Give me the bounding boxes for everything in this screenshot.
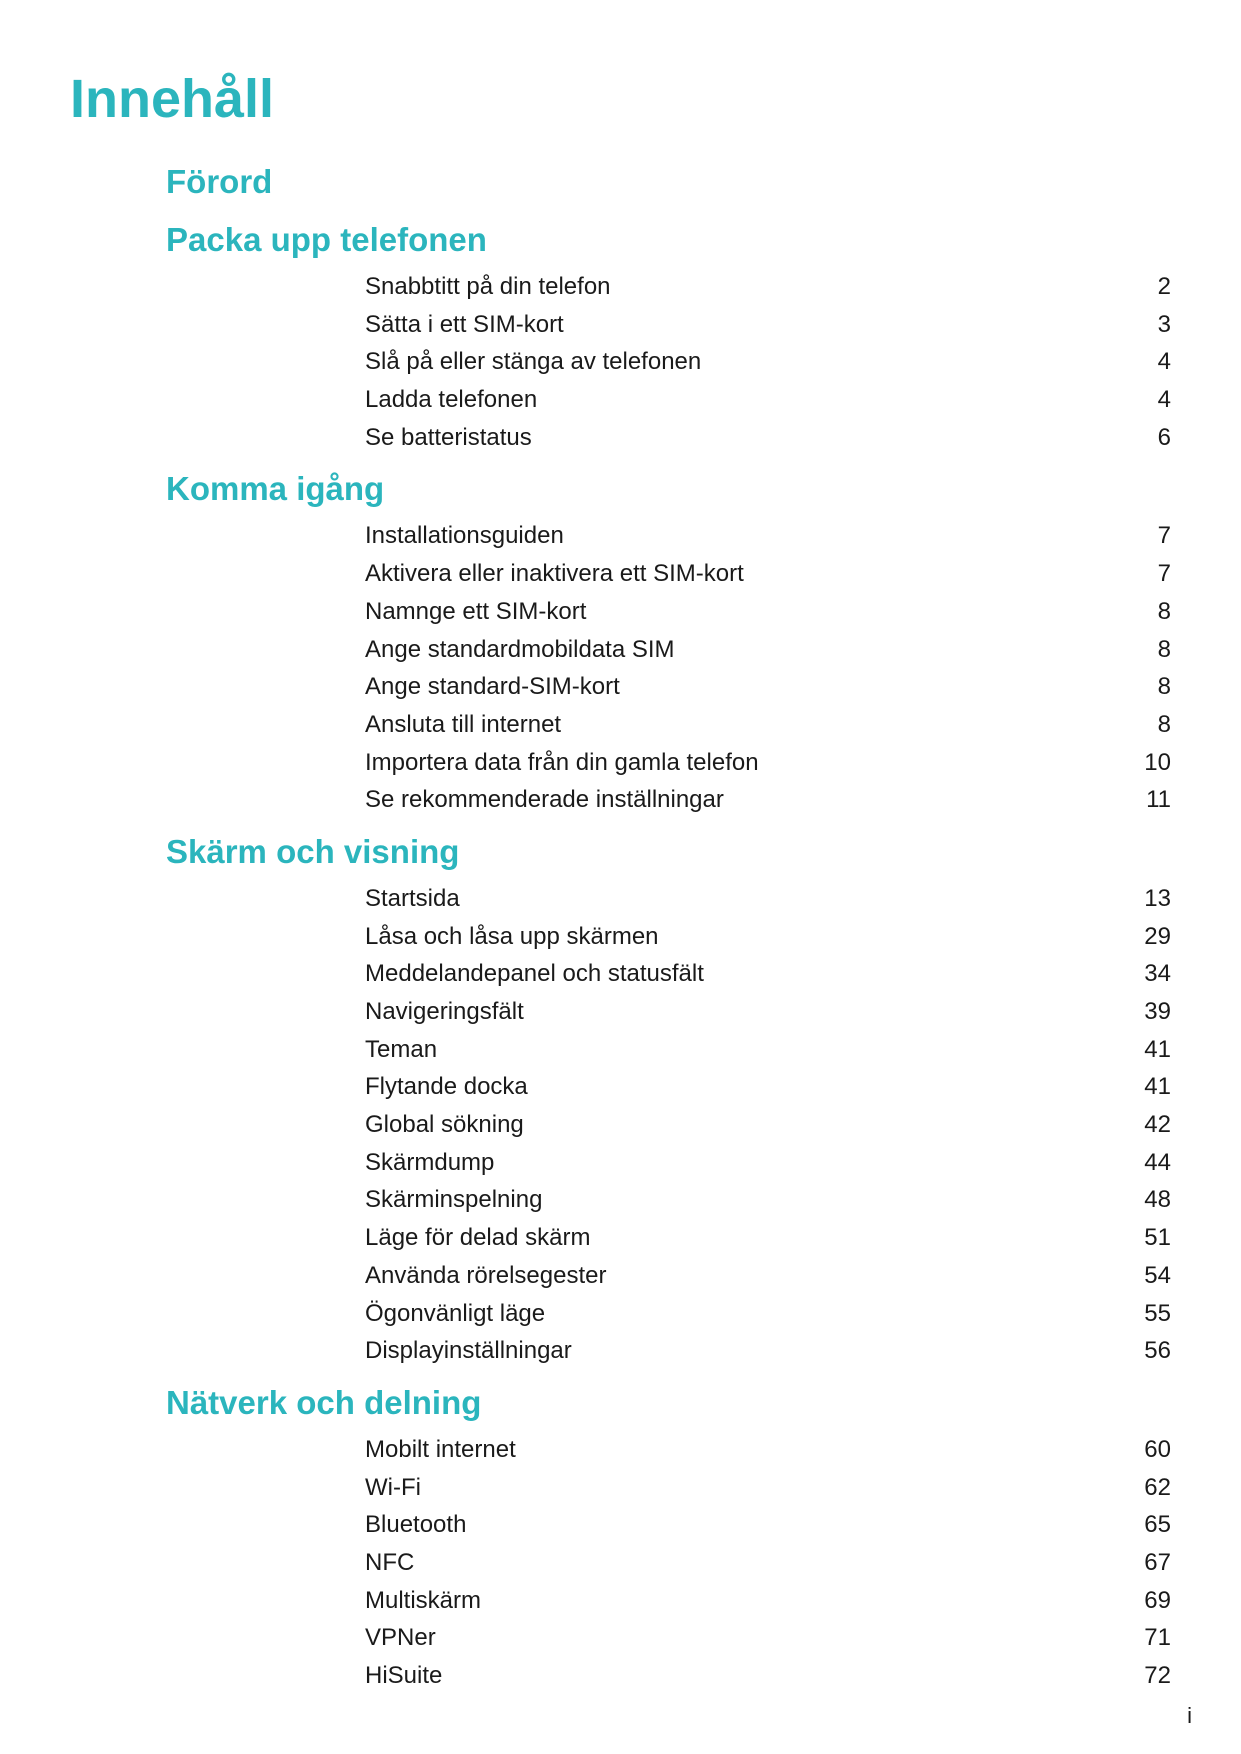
toc-entry[interactable] (0, 555, 1241, 593)
toc-section (0, 157, 1241, 207)
toc-entry-page-number: 8 (1157, 635, 1171, 663)
toc-entry[interactable] (0, 1181, 1241, 1219)
section-title[interactable]: Nätverk och delning (166, 1383, 482, 1421)
toc-entry[interactable] (0, 1506, 1241, 1544)
toc-entry[interactable] (0, 1469, 1241, 1507)
toc-entry-list (0, 1431, 1241, 1695)
toc-entry-page-number: 51 (1144, 1224, 1171, 1252)
toc-entry-label: Ange standard-SIM-kort (365, 673, 620, 701)
page-number: i (1187, 1703, 1192, 1728)
toc-entry-label: Meddelandepanel och statusfält (365, 960, 704, 988)
toc-entry-label: Global sökning (365, 1111, 524, 1139)
toc-entry-label: VPNer (365, 1624, 436, 1652)
toc-entry-label: Låsa och låsa upp skärmen (365, 922, 659, 950)
toc-entry-page-number: 42 (1144, 1111, 1171, 1139)
toc-entry-page-number: 72 (1144, 1662, 1171, 1689)
toc-entry-page-number: 6 (1157, 423, 1171, 451)
toc-entry-label: Läge för delad skärm (365, 1224, 591, 1252)
toc-entry-label: Flytande docka (365, 1073, 528, 1101)
toc-entry-page-number: 56 (1144, 1337, 1171, 1365)
toc-entry[interactable] (0, 381, 1241, 419)
toc-entry-page-number: 65 (1144, 1511, 1171, 1539)
toc-entry[interactable] (0, 631, 1241, 669)
toc-section (0, 464, 1241, 819)
toc-entry-list (0, 517, 1241, 819)
toc-entry-page-number: 8 (1157, 673, 1171, 701)
toc-entry[interactable] (0, 706, 1241, 744)
toc-entry-page-number: 69 (1144, 1586, 1171, 1614)
toc-entry-label: Wi-Fi (365, 1473, 421, 1501)
toc-entry[interactable] (0, 744, 1241, 782)
toc-entry[interactable] (0, 1431, 1241, 1469)
toc-entry[interactable] (0, 1106, 1241, 1144)
toc-entry[interactable] (0, 268, 1241, 306)
toc-entry-label: Navigeringsfält (365, 998, 524, 1025)
toc-entry-page-number: 10 (1144, 748, 1171, 776)
toc-entry-label: Se rekommenderade inställningar (365, 786, 724, 814)
toc-entry[interactable] (0, 955, 1241, 993)
toc-entry[interactable] (0, 306, 1241, 344)
toc-entry-label: Använda rörelsegester (365, 1261, 607, 1289)
toc-entry[interactable] (0, 880, 1241, 918)
toc-entry-page-number: 60 (1144, 1435, 1171, 1463)
toc-entry-page-number: 7 (1157, 560, 1171, 588)
toc-entry-page-number: 34 (1144, 960, 1171, 988)
toc-section (0, 1378, 1241, 1695)
section-title[interactable]: Förord (166, 163, 273, 200)
toc-entry[interactable] (0, 668, 1241, 706)
toc-entry-page-number: 8 (1157, 710, 1171, 738)
toc-entry[interactable] (0, 1657, 1241, 1695)
toc-entry-label: Multiskärm (365, 1586, 482, 1614)
toc-entry-page-number: 67 (1144, 1548, 1171, 1576)
toc-entry-label: Startsida (365, 884, 460, 912)
toc-entry-page-number: 39 (1144, 998, 1171, 1025)
toc-entry-page-number: 54 (1144, 1261, 1171, 1289)
toc-entry-page-number: 48 (1144, 1186, 1171, 1214)
toc-entry-label: Ögonvänligt läge (365, 1299, 546, 1327)
toc-entry-list (0, 880, 1241, 1370)
toc-entry-label: Skärmdump (365, 1148, 495, 1176)
toc-entry[interactable] (0, 1219, 1241, 1257)
toc-entry-page-number: 4 (1157, 348, 1171, 376)
toc-entry[interactable] (0, 1144, 1241, 1182)
toc-entry[interactable] (0, 593, 1241, 631)
toc-entry-label: Ladda telefonen (365, 386, 538, 414)
toc-entry-page-number: 41 (1144, 1035, 1171, 1063)
toc-entry[interactable] (0, 343, 1241, 381)
toc-entry-label: Installationsguiden (365, 522, 564, 550)
toc-entry-page-number: 13 (1144, 884, 1171, 912)
toc-entry[interactable] (0, 918, 1241, 956)
toc-entry[interactable] (0, 1068, 1241, 1106)
toc-entry-page-number: 2 (1157, 273, 1171, 300)
toc-entry[interactable] (0, 1619, 1241, 1657)
toc-entry-page-number: 4 (1157, 386, 1171, 414)
toc-entry-page-number: 71 (1144, 1624, 1171, 1652)
toc-entry-label: Namnge ett SIM-kort (365, 597, 587, 625)
toc-entry-label: Se batteristatus (365, 423, 532, 451)
toc-entry-label: Slå på eller stänga av telefonen (365, 348, 702, 376)
toc-entry-list (0, 268, 1241, 456)
toc-entry-label: HiSuite (365, 1662, 443, 1689)
toc-entry-label: Ange standardmobildata SIM (365, 635, 675, 663)
toc-entry[interactable] (0, 1257, 1241, 1295)
toc-entry-label: Skärminspelning (365, 1186, 543, 1214)
toc-entry[interactable] (0, 1295, 1241, 1333)
toc-entry-page-number: 7 (1157, 522, 1171, 550)
toc-entry-label: Snabbtitt på din telefon (365, 273, 611, 300)
table-of-contents (0, 157, 1241, 1695)
toc-entry-page-number: 11 (1146, 786, 1171, 814)
toc-entry[interactable] (0, 993, 1241, 1031)
section-title[interactable]: Komma igång (166, 470, 385, 508)
toc-entry-label: Mobilt internet (365, 1435, 516, 1463)
toc-entry-page-number: 55 (1144, 1299, 1171, 1327)
section-title[interactable]: Skärm och visning (166, 832, 460, 870)
toc-entry-label: Sätta i ett SIM-kort (365, 310, 564, 338)
toc-entry-label: Aktivera eller inaktivera ett SIM-kort (365, 560, 744, 588)
toc-entry[interactable] (0, 1582, 1241, 1620)
toc-entry-label: NFC (365, 1548, 415, 1576)
toc-entry[interactable] (0, 517, 1241, 555)
toc-entry-label: Displayinställningar (365, 1337, 572, 1365)
toc-entry-label: Ansluta till internet (365, 710, 562, 738)
toc-entry[interactable] (0, 1544, 1241, 1582)
toc-entry-page-number: 8 (1157, 597, 1171, 625)
toc-entry[interactable] (0, 419, 1241, 457)
toc-entry-label: Importera data från din gamla telefon (365, 748, 759, 776)
toc-entry-page-number: 44 (1144, 1148, 1171, 1176)
toc-entry-page-number: 3 (1157, 310, 1171, 338)
toc-entry-page-number: 41 (1144, 1073, 1171, 1101)
toc-entry-label: Bluetooth (365, 1511, 467, 1539)
toc-entry[interactable] (0, 781, 1241, 819)
toc-section (0, 215, 1241, 456)
toc-entry-page-number: 29 (1144, 922, 1171, 950)
toc-entry-page-number: 62 (1144, 1473, 1171, 1501)
toc-section (0, 827, 1241, 1370)
toc-entry[interactable] (0, 1031, 1241, 1069)
page-title: Innehåll (70, 69, 275, 129)
toc-entry-label: Teman (365, 1035, 438, 1063)
toc-entry[interactable] (0, 1332, 1241, 1370)
section-title[interactable]: Packa upp telefonen (166, 221, 487, 258)
